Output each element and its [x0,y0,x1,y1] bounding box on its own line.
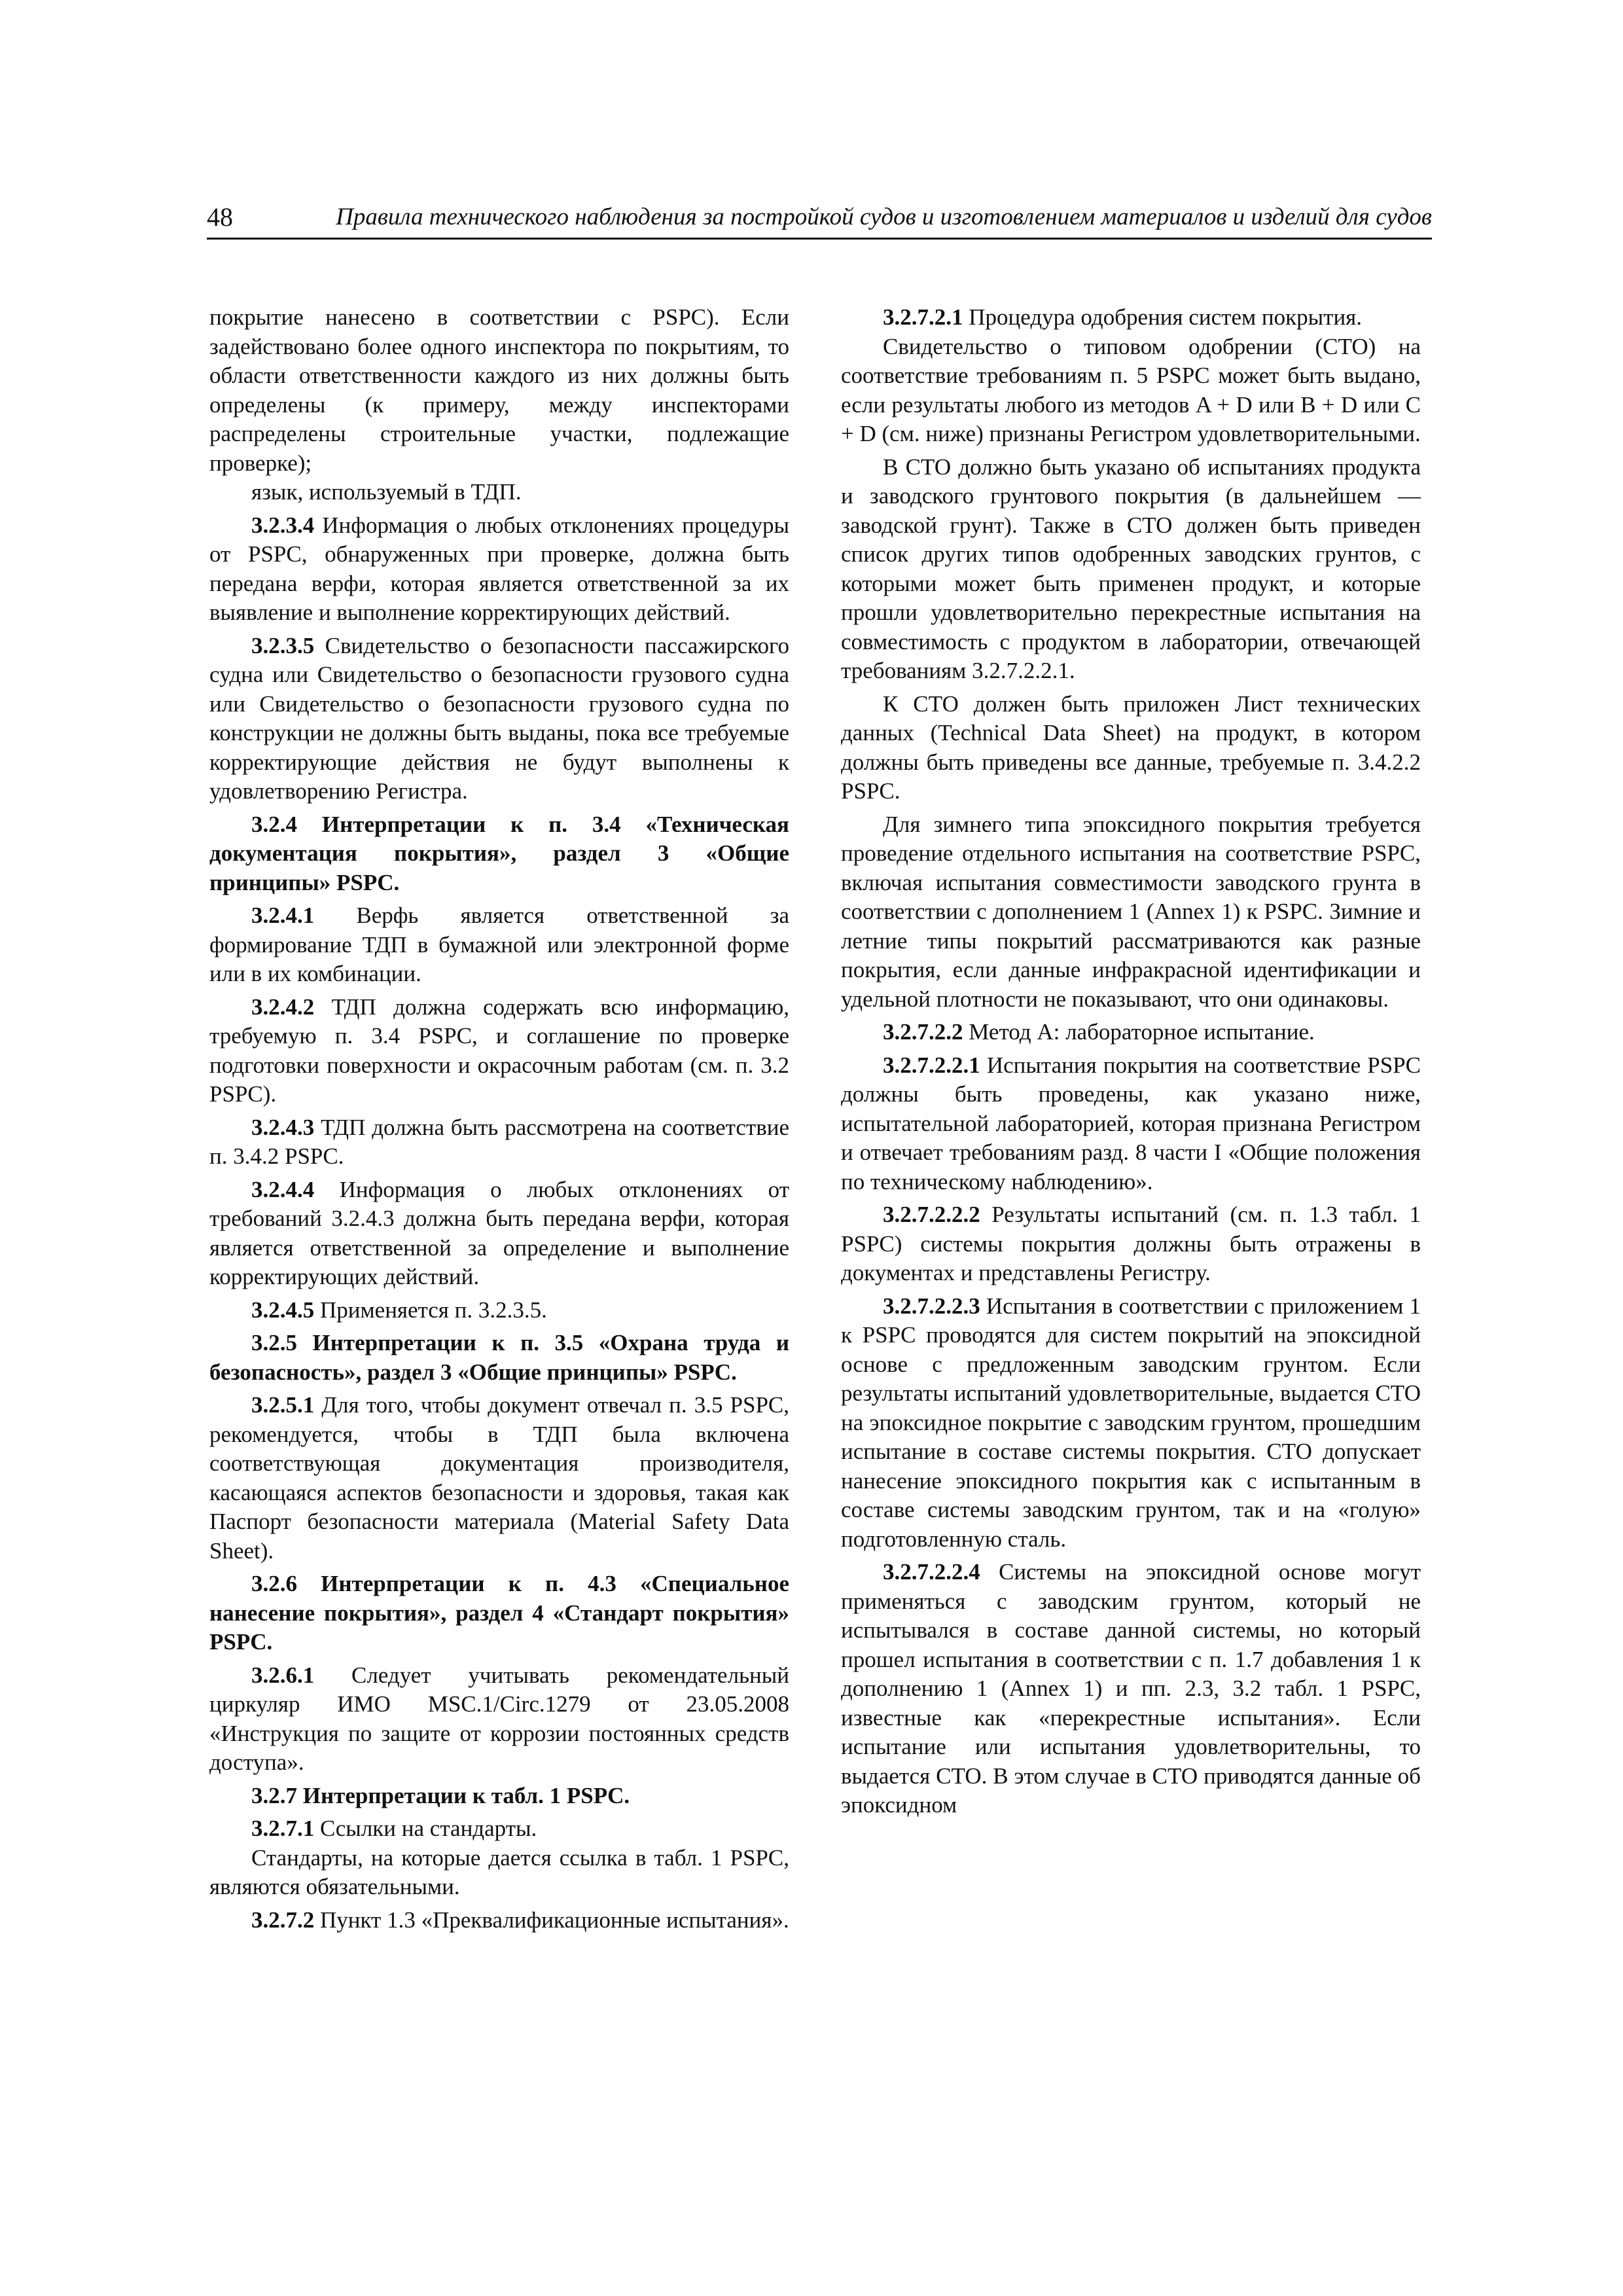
paragraph: покрытие нанесено в соответствии с PSPC). Если задействовано более одного инспектора по покрытиям, то области ответственности каждого из них должны быть определены (к примеру, между инспекторами распределены строительные участки, подлежащие проверке); [209,304,789,476]
paragraph: Стандарты, на которые дается ссылка в табл. 1 PSPC, являются обязательными. [209,1844,789,1899]
left-column [209,303,789,1935]
paragraph: 3.2.6.1 Следует учитывать рекомендательный циркуляр ИМО MSC.1/Circ.1279 от 23.05.2008 «Инструкция по защите от коррозии постоянных средств доступа». [209,1662,789,1775]
paragraph: Для зимнего типа эпоксидного покрытия требуется проведение отдельного испытания на соответствие PSPC, включая испытания совместимости заводского грунта в соответствии с дополнением 1 (Annex 1) к PSPC. Зимние и летние типы покрытий рассматриваются как разные покрытия, если данные инфракрасной идентификации и удельной плотности не показывают, что они одинаковы. [841,811,1421,1012]
paragraph: 3.2.3.4 Информация о любых отклонениях процедуры от PSPC, обнаруженных при проверке, должна быть передана верфи, которая является ответственной за их выявление и выполнение корректирующих действий. [209,512,789,625]
right-column [841,303,1421,1820]
paragraph: 3.2.7.2 Пункт 1.3 «Преквалификационные испытания». [251,1907,789,1933]
paragraph: язык, используемый в ТДП. [251,479,522,505]
paragraph: 3.2.7.2.1 Процедура одобрения систем покрытия. [883,304,1363,330]
section-heading: 3.2.4 Интерпретации к п. 3.4 «Техническая документация покрытия», раздел 3 «Общие принципы» PSPC. [209,811,789,895]
paragraph: Свидетельство о типовом одобрении (СТО) на соответствие требованиям п. 5 PSPC может быть выдано, если результаты любого из методов A + D или B + D или C + D (см. ниже) признаны Регистром удовлетворительными. [841,333,1421,446]
paragraph: 3.2.4.2 ТДП должна содержать всю информацию, требуемую п. 3.4 PSPC, и соглашение по проверке подготовки поверхности и окрасочным работам (см. п. 3.2 PSPC). [209,994,789,1107]
running-title: Правила технического наблюдения за постройкой судов и изготовлением материалов и изделий для судов [336,204,1432,230]
paragraph: 3.2.7.1 Ссылки на стандарты. [251,1816,537,1841]
paragraph: 3.2.7.2.2.3 Испытания в соответствии с приложением 1 к PSPC проводятся для систем покрытий на эпоксидной основе с предложенным заводским грунтом. Если результаты испытаний удовлетворительные, выдается СТО на эпоксидное покрытие с заводским грунтом, прошедшим испытание в составе системы покрытия. СТО допускает нанесение эпоксидного покрытия как с испытанным в составе системы заводским грунтом, так и на «голую» подготовленную сталь. [841,1293,1421,1552]
paragraph: К СТО должен быть приложен Лист технических данных (Technical Data Sheet) на продукт, в котором должны быть приведены все данные, требуемые п. 3.4.2.2 PSPC. [841,691,1421,804]
paragraph: 3.2.5.1 Для того, чтобы документ отвечал п. 3.5 PSPC, рекомендуется, чтобы в ТДП была включена соответствующая документация производителя, касающаяся аспектов безопасности и здоровья, такая как Паспорт безопасности материала (Material Safety Data Sheet). [209,1392,789,1564]
paragraph: 3.2.4.4 Информация о любых отклонениях от требований 3.2.4.3 должна быть передана верфи, которая является ответственной за определение и выполнение корректирующих действий. [209,1176,789,1289]
paragraph: 3.2.7.2.2.2 Результаты испытаний (см. п. 1.3 табл. 1 PSPC) системы покрытия должны быть отражены в документах и представлены Регистру. [841,1202,1421,1285]
paragraph: В СТО должно быть указано об испытаниях продукта и заводского грунтового покрытия (в дальнейшем — заводской грунт). Также в СТО должен быть приведен список других типов одобренных заводских грунтов, с которыми может быть применен продукт, и которые прошли удовлетворительно перекрестные испытания на совместимость с продуктом в лаборатории, отвечающей требованиям 3.2.7.2.2.1. [841,454,1421,683]
paragraph: 3.2.3.5 Свидетельство о безопасности пассажирского судна или Свидетельство о безопасности грузового судна или Свидетельство о безопасности грузового судна по конструкции не должны быть выданы, пока все требуемые корректирующие действия не будут выполнены к удовлетворению Регистра. [209,632,789,804]
paragraph: 3.2.4.5 Применяется п. 3.2.3.5. [251,1297,547,1323]
paragraph: 3.2.7.2.2 Метод A: лабораторное испытание. [883,1019,1315,1045]
paragraph: 3.2.4.1 Верфь является ответственной за формирование ТДП в бумажной или электронной форме или в их комбинации. [209,903,789,986]
paragraph: 3.2.7.2.2.1 Испытания покрытия на соответствие PSPC должны быть проведены, как указано ниже, испытательной лабораторией, которая признана Регистром и отвечает требованиям разд. 8 части I «Общие положения по техническому наблюдению». [841,1052,1421,1194]
header-rule [207,238,1432,240]
paragraph: 3.2.4.3 ТДП должна быть рассмотрена на соответствие п. 3.4.2 PSPC. [209,1114,789,1169]
page-number: 48 [207,202,233,232]
paragraph: 3.2.7.2.2.4 Системы на эпоксидной основе могут применяться с заводским грунтом, который не испытывался в составе данной системы, но который прошел испытания в соответствии с п. 1.7 добавления 1 к дополнению 1 (Annex 1) и пп. 2.3, 3.2 табл. 1 PSPC, известные как «перекрестные испытания». Если испытание или испытания удовлетворительны, то выдается СТО. В этом случае в СТО приводятся данные об эпоксидном [841,1559,1421,1818]
section-heading: 3.2.6 Интерпретации к п. 4.3 «Специальное нанесение покрытия», раздел 4 «Стандарт покрытия» PSPC. [209,1571,789,1655]
page-header [207,198,1432,238]
section-heading: 3.2.7 Интерпретации к табл. 1 PSPC. [251,1782,630,1808]
section-heading: 3.2.5 Интерпретации к п. 3.5 «Охрана труда и безопасность», раздел 3 «Общие принципы» PSPC. [209,1330,789,1385]
